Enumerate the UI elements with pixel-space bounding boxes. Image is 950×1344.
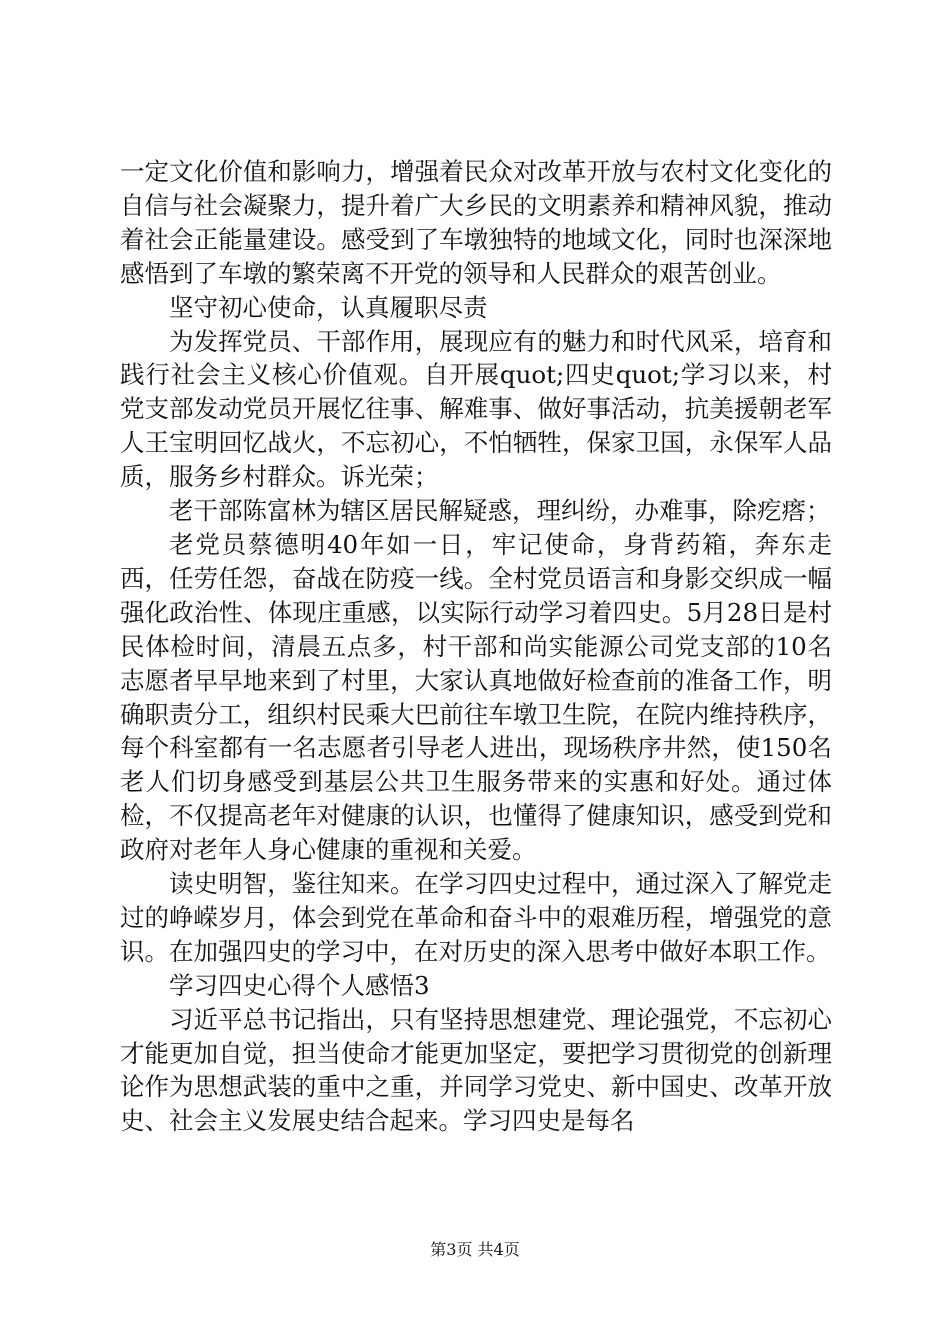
page-number-footer: 第3页 共4页 (430, 1240, 520, 1259)
paragraph: 为发挥党员、干部作用，展现应有的魅力和时代风采，培育和践行社会主义核心价值观。自开展quot;四史quot;学习以来，村党支部发动党员开展忆往事、解难事、做好事活动，抗美援朝老军人王宝明回忆战火，不忘初心，不怕牺牲，保家卫国，永保军人品质，服务乡村群众。诉光荣； (120, 326, 832, 492)
document-body (120, 155, 832, 1138)
paragraph: 老党员蔡德明40年如一日，牢记使命，身背药箱，奔东走西，任劳任怨，奋战在防疫一线。全村党员语言和身影交织成一幅强化政治性、体现庄重感，以实际行动学习着四史。5月28日是村民体检时间，清晨五点多，村干部和尚实能源公司党支部的10名志愿者早早地来到了村里，大家认真地做好检查前的准备工作，明确职责分工，组织村民乘大巴前往车墩卫生院，在院内维持秩序，每个科室都有一名志愿者引导老人进出，现场秩序井然，使150名老人们切身感受到基层公共卫生服务带来的实惠和好处。通过体检，不仅提高老年对健康的认识，也懂得了健康知识，感受到党和政府对老年人身心健康的重视和关爱。 (120, 529, 832, 865)
paragraph-continuation: 一定文化价值和影响力，增强着民众对改革开放与农村文化变化的自信与社会凝聚力，提升着广大乡民的文明素养和精神风貌，推动着社会正能量建设。感受到了车墩独特的地域文化，同时也深深地感悟到了车墩的繁荣离不开党的领导和人民群众的艰苦创业。 (120, 157, 832, 288)
paragraph: 习近平总书记指出，只有坚持思想建党、理论强党，不忘初心才能更加自觉，担当使命才能更加坚定，要把学习贯彻党的创新理论作为思想武装的重中之重，并同学习党史、新中国史、改革开放史、社会主义发展史结合起来。学习四史是每名 (120, 1004, 832, 1136)
section-heading: 学习四史心得个人感悟3 (169, 970, 430, 1000)
paragraph: 老干部陈富林为辖区居民解疑惑，理纠纷，办难事，除疙瘩； (169, 496, 831, 526)
section-heading: 坚守初心使命，认真履职尽责 (169, 292, 488, 322)
paragraph: 读史明智，鉴往知来。在学习四史过程中，通过深入了解党走过的峥嵘岁月，体会到党在革命和奋斗中的艰难历程，增强党的意识。在加强四史的学习中，在对历史的深入思考中做好本职工作。 (120, 869, 832, 966)
